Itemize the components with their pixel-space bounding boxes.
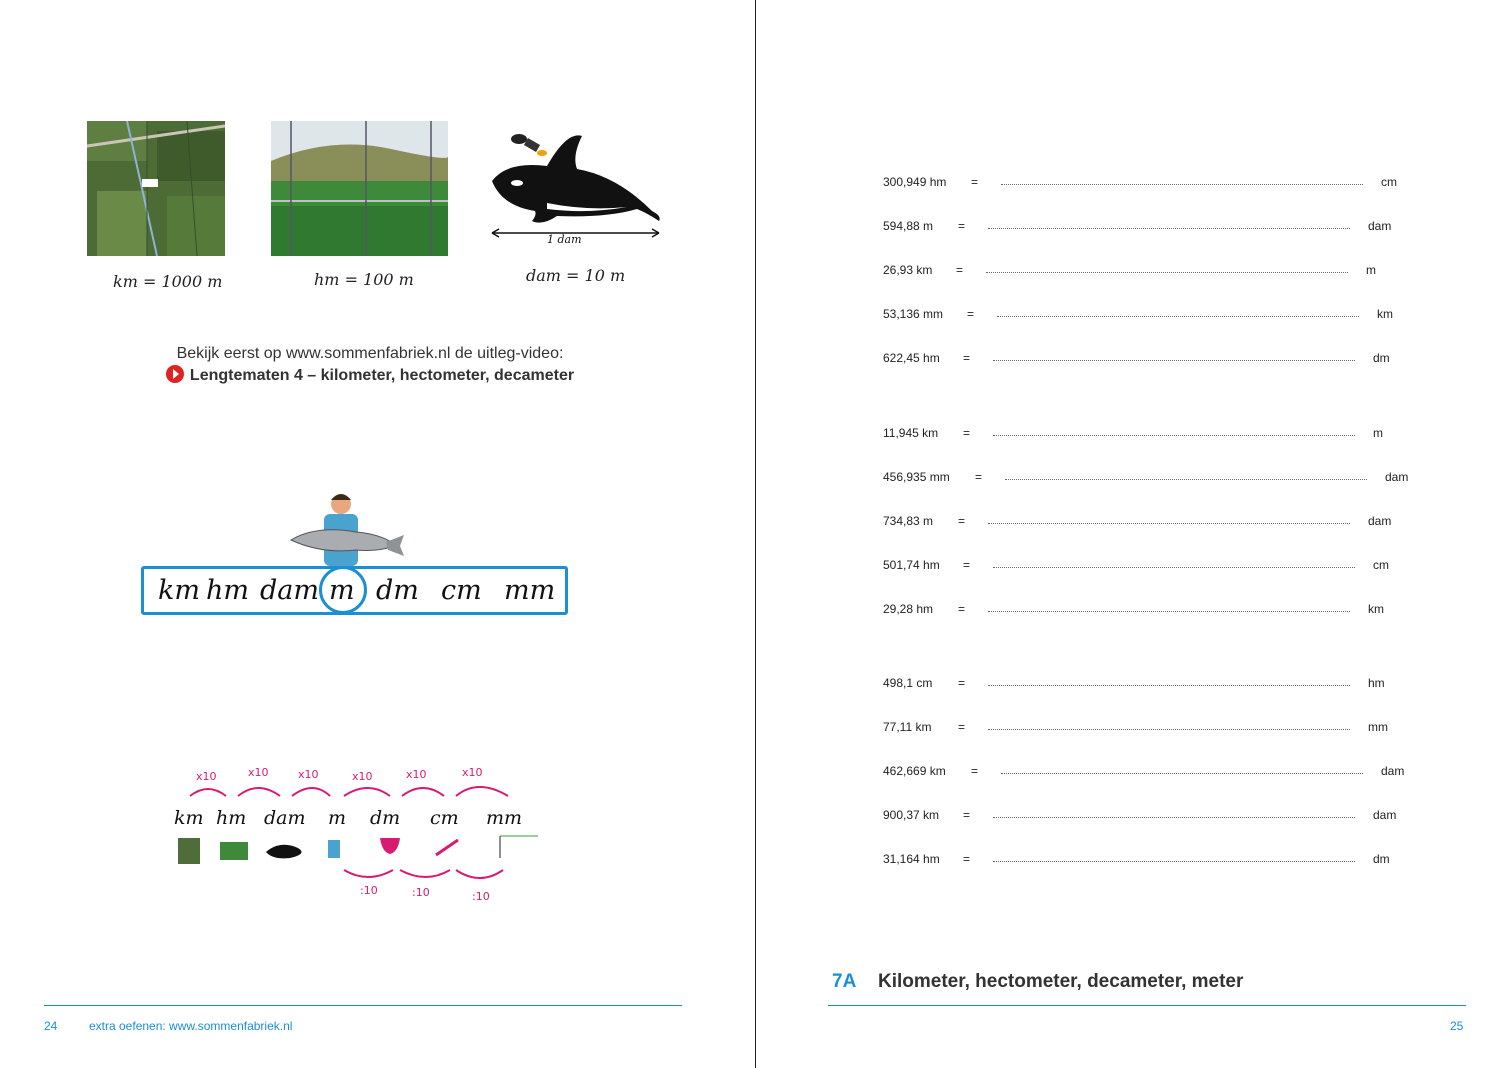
exercise-row <box>883 602 1423 618</box>
right-page <box>756 0 1511 1068</box>
equals-sign: = <box>971 764 979 778</box>
footer-rule <box>44 1005 682 1006</box>
exercise-expression: 501,74 hm <box>883 558 940 572</box>
target-unit: m <box>1366 263 1376 277</box>
hm-field-photo <box>271 121 448 256</box>
footer-link[interactable]: extra oefenen: www.sommenfabriek.nl <box>89 1019 293 1033</box>
units-box <box>141 566 568 615</box>
exercise-expression: 462,669 km <box>883 764 946 778</box>
unit-hm: hm <box>206 575 249 606</box>
equals-sign: = <box>958 602 966 616</box>
diagram-unit-hm: hm <box>216 807 247 829</box>
exercise-expression: 456,935 mm <box>883 470 950 484</box>
target-unit: m <box>1373 426 1383 440</box>
div10-label-2: :10 <box>412 886 430 899</box>
exercise-row <box>883 514 1423 530</box>
footer-rule-right <box>828 1005 1466 1006</box>
exercise-row <box>883 676 1423 692</box>
target-unit: dam <box>1373 808 1397 822</box>
answer-line[interactable] <box>993 360 1355 361</box>
exercise-expression: 900,37 km <box>883 808 940 822</box>
km-aerial-photo <box>87 121 225 256</box>
exercise-row <box>883 852 1423 868</box>
answer-line[interactable] <box>993 435 1355 436</box>
answer-line[interactable] <box>988 228 1350 229</box>
diagram-unit-mm: mm <box>486 807 523 829</box>
answer-line[interactable] <box>1005 479 1367 480</box>
video-link[interactable] <box>0 365 740 387</box>
section-title: Kilometer, hectometer, decameter, meter <box>878 971 1244 992</box>
x10-label-2: x10 <box>248 766 269 779</box>
exercise-row <box>883 219 1423 235</box>
scale-label: 1 dam <box>547 233 582 246</box>
exercise-row <box>883 307 1423 323</box>
video-title[interactable]: Lengtematen 4 – kilometer, hectometer, decameter <box>189 367 575 384</box>
unit-m: m <box>329 575 355 606</box>
equals-sign: = <box>958 676 966 690</box>
hm-caption: hm = 100 m <box>314 270 414 289</box>
x10-label-3: x10 <box>298 768 319 781</box>
left-page <box>0 0 755 1068</box>
intro-text <box>0 343 740 387</box>
exercise-row <box>883 764 1423 780</box>
diagram-unit-dam: dam <box>264 807 306 829</box>
fisherman-illustration <box>286 490 416 566</box>
x10-label-5: x10 <box>406 768 427 781</box>
x10-label-1: x10 <box>196 770 217 783</box>
exercise-expression: 11,945 km <box>883 426 939 440</box>
equals-sign: = <box>963 558 971 572</box>
exercise-row <box>883 351 1423 367</box>
target-unit: dam <box>1368 219 1392 233</box>
exercise-expression: 29,28 hm <box>883 602 934 616</box>
target-unit: dam <box>1381 764 1405 778</box>
page-number: 24 <box>44 1019 58 1033</box>
intro-line: Bekijk eerst op www.sommenfabriek.nl de uitleg-video: <box>176 345 564 362</box>
diagram-unit-m: m <box>328 807 347 829</box>
diagram-unit-km: km <box>174 807 204 829</box>
equals-sign: = <box>963 351 971 365</box>
page-number-right: 25 <box>1450 1019 1464 1033</box>
answer-line[interactable] <box>1001 773 1363 774</box>
equals-sign: = <box>963 852 971 866</box>
equals-sign: = <box>971 175 979 189</box>
equals-sign: = <box>958 514 966 528</box>
answer-line[interactable] <box>993 567 1355 568</box>
unit-dm: dm <box>376 575 419 606</box>
equals-sign: = <box>958 219 966 233</box>
exercise-expression: 300,949 hm <box>883 175 947 189</box>
target-unit: km <box>1368 602 1384 616</box>
exercise-row <box>883 808 1423 824</box>
unit-dam: dam <box>260 575 319 606</box>
play-icon[interactable] <box>166 365 184 383</box>
answer-line[interactable] <box>993 861 1355 862</box>
diagram-unit-dm: dm <box>370 807 401 829</box>
exercise-row <box>883 426 1423 442</box>
km-caption: km = 1000 m <box>113 272 223 291</box>
answer-line[interactable] <box>993 817 1355 818</box>
exercise-row <box>883 470 1423 486</box>
unit-km: km <box>158 575 200 606</box>
equals-sign: = <box>958 720 966 734</box>
exercise-row <box>883 720 1423 736</box>
equals-sign: = <box>967 307 975 321</box>
answer-line[interactable] <box>988 685 1350 686</box>
diagram-unit-cm: cm <box>430 807 459 829</box>
exercise-expression: 31,164 hm <box>883 852 940 866</box>
exercise-row <box>883 558 1423 574</box>
div10-label-1: :10 <box>360 884 378 897</box>
exercise-row <box>883 175 1423 191</box>
answer-line[interactable] <box>988 611 1350 612</box>
x10-label-4: x10 <box>352 770 373 783</box>
target-unit: hm <box>1368 676 1385 690</box>
target-unit: cm <box>1381 175 1397 189</box>
div10-label-3: :10 <box>472 890 490 903</box>
dam-caption: dam = 10 m <box>526 266 626 285</box>
unit-cm: cm <box>441 575 482 606</box>
exercise-expression: 622,45 hm <box>883 351 940 365</box>
exercise-expression: 594,88 m <box>883 219 934 233</box>
exercise-row <box>883 263 1423 279</box>
answer-line[interactable] <box>997 316 1359 317</box>
target-unit: dm <box>1373 852 1390 866</box>
x10-label-6: x10 <box>462 766 483 779</box>
answer-line[interactable] <box>988 523 1350 524</box>
equals-sign: = <box>963 808 971 822</box>
equals-sign: = <box>975 470 983 484</box>
answer-line[interactable] <box>986 272 1348 273</box>
equals-sign: = <box>963 426 971 440</box>
section-code: 7A <box>832 971 857 992</box>
target-unit: km <box>1377 307 1393 321</box>
target-unit: dam <box>1385 470 1409 484</box>
conversion-diagram <box>168 760 543 906</box>
exercise-expression: 77,11 km <box>883 720 932 734</box>
exercise-expression: 53,136 mm <box>883 307 944 321</box>
target-unit: cm <box>1373 558 1389 572</box>
target-unit: dm <box>1373 351 1390 365</box>
target-unit: mm <box>1368 720 1388 734</box>
target-unit: dam <box>1368 514 1392 528</box>
equals-sign: = <box>956 263 964 277</box>
answer-line[interactable] <box>1001 184 1363 185</box>
exercise-expression: 26,93 km <box>883 263 933 277</box>
exercise-expression: 734,83 m <box>883 514 934 528</box>
exercise-expression: 498,1 cm <box>883 676 933 690</box>
answer-line[interactable] <box>988 729 1350 730</box>
unit-mm: mm <box>504 575 556 606</box>
